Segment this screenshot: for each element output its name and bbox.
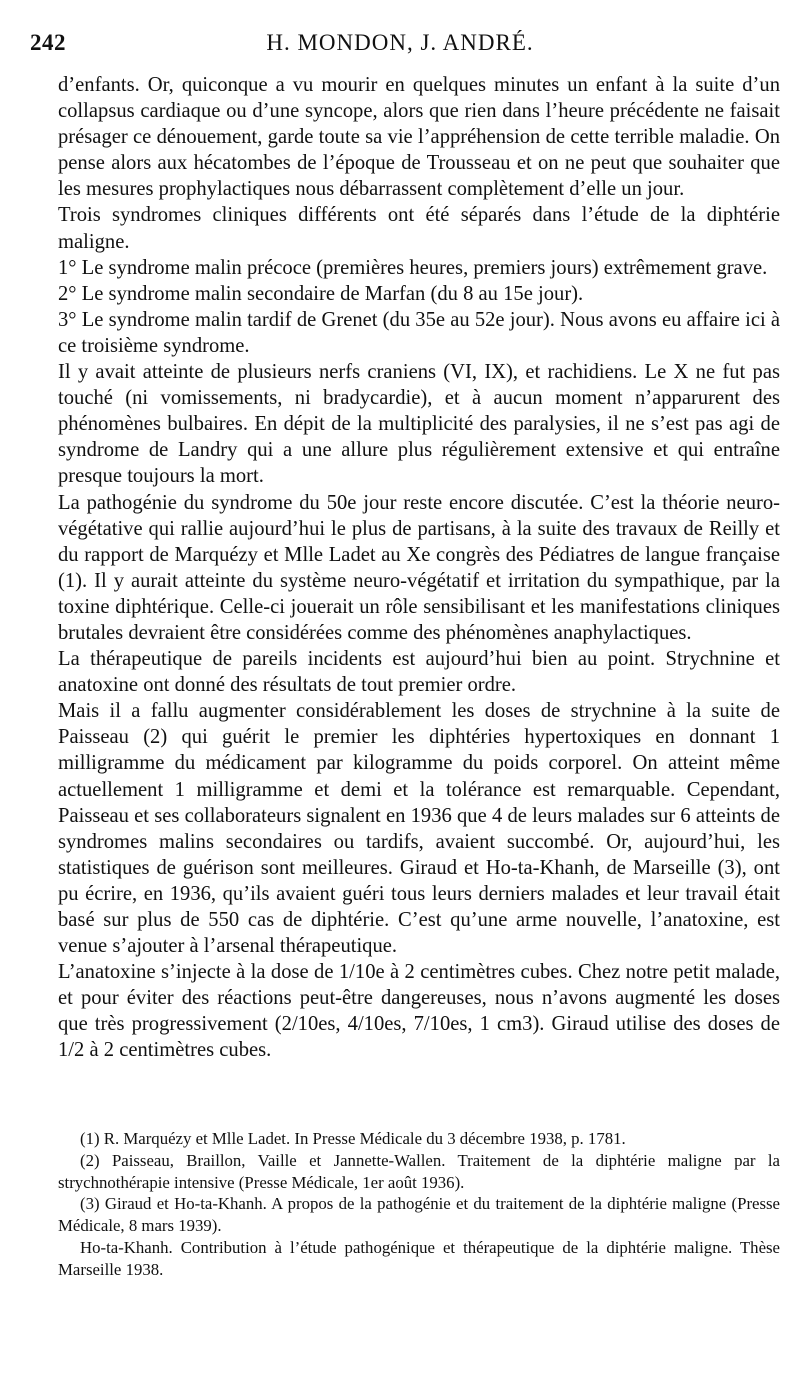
paragraph: 1° Le syndrome malin précoce (premières heures, premiers jours) extrêmement grave. [58, 256, 768, 279]
page-number: 242 [30, 30, 66, 55]
footnote: (3) Giraud et Ho-ta-Khanh. A propos de la pathogénie et du traitement de la diphtérie maligne (Presse Médicale, 8 mars 1939). [58, 1194, 780, 1236]
footnotes [58, 1128, 780, 1281]
paragraph: La thérapeutique de pareils incidents est aujourd’hui bien au point. Strychnine et anatoxine ont donné des résultats de tout premier ordre. [58, 648, 780, 697]
paragraph: d’enfants. Or, quiconque a vu mourir en quelques minutes un enfant à la suite d’un collapsus cardiaque ou d’une syncope, alors que rien dans l’heure précédente ne faisait présager ce dénouement, garde toute sa vie l’appréhension de cette terrible maladie. On pense alors aux hécatombes de l’époque de Trousseau et on ne peut que souhaiter que les mesures prophylactiques nous débarrassent complètement d’elle un jour. [58, 74, 780, 201]
paragraph: La pathogénie du syndrome du 50e jour reste encore discutée. C’est la théorie neuro-végétative qui rallie aujourd’hui le plus de partisans, à la suite des travaux de Reilly et du rapport de Marquézy et Mlle Ladet au Xe congrès des Pédiatres de langue française (1). Il y aurait atteinte du système neuro-végétatif et irritation du sympathique, par la toxine diphtérique. Celle-ci jouerait un rôle sensibilisant et les manifestations cliniques brutales devraient être considérées comme des phénomènes anaphylactiques. [58, 491, 780, 644]
footnote: (1) R. Marquézy et Mlle Ladet. In Presse Médicale du 3 décembre 1938, p. 1781. [80, 1129, 626, 1148]
paragraph: L’anatoxine s’injecte à la dose de 1/10e à 2 centimètres cubes. Chez notre petit malade, et pour éviter des réactions peut-être dangereuses, nous n’avons augmenté les doses que très progressivement (2/10es, 4/10es, 7/10es, 1 cm3). Giraud utilise des doses de 1/2 à 2 centimètres cubes. [58, 961, 780, 1062]
footnote: Ho-ta-Khanh. Contribution à l’étude pathogénique et thérapeutique de la diphtérie maligne. Thèse Marseille 1938. [58, 1237, 780, 1279]
paragraph: Trois syndromes cliniques différents ont été séparés dans l’étude de la diphtérie maligne. [58, 204, 780, 253]
paragraph: 2° Le syndrome malin secondaire de Marfan (du 8 au 15e jour). [58, 282, 584, 305]
paragraph: Mais il a fallu augmenter considérablement les doses de strychnine à la suite de Paisseau (2) qui guérit le premier les diphtéries hypertoxiques en donnant 1 milligramme du médicament par kilogramme du poids corporel. On atteint même actuellement 1 milligramme et demi et la tolérance est remarquable. Cependant, Paisseau et ses collaborateurs signalent en 1936 que 4 de leurs malades sur 6 atteints de syndromes malins secondaires ou tardifs, avaient succombé. Or, aujourd’hui, les statistiques de guérison sont meilleures. Giraud et Ho-ta-Khanh, de Marseille (3), ont pu écrire, en 1936, qu’ils avaient guéri tous leurs derniers malades et leur travail était basé sur plus de 550 cas de diphtérie. C’est qu’une arme nouvelle, l’anatoxine, est venue s’ajouter à l’arsenal thérapeutique. [58, 700, 780, 958]
paragraph: Il y avait atteinte de plusieurs nerfs craniens (VI, IX), et rachidiens. Le X ne fut pas touché (ni vomissements, ni bradycardie), et à aucun moment n’apparurent des phénomènes bulbaires. En dépit de la multiplicité des paralysies, il ne s’est pas agi de syndrome de Landry qui a une allure plus régulièrement extensive et qui entraîne presque toujours la mort. [58, 361, 780, 488]
page-header [30, 30, 770, 60]
main-text [58, 72, 780, 1064]
running-head: H. MONDON, J. ANDRÉ. [266, 30, 534, 55]
paragraph: 3° Le syndrome malin tardif de Grenet (du 35e au 52e jour). Nous avons eu affaire ici à ce troisième syndrome. [58, 308, 780, 357]
footnote: (2) Paisseau, Braillon, Vaille et Jannette-Wallen. Traitement de la diphtérie maligne par la strychnothérapie intensive (Presse Médicale, 1er août 1936). [58, 1150, 780, 1192]
